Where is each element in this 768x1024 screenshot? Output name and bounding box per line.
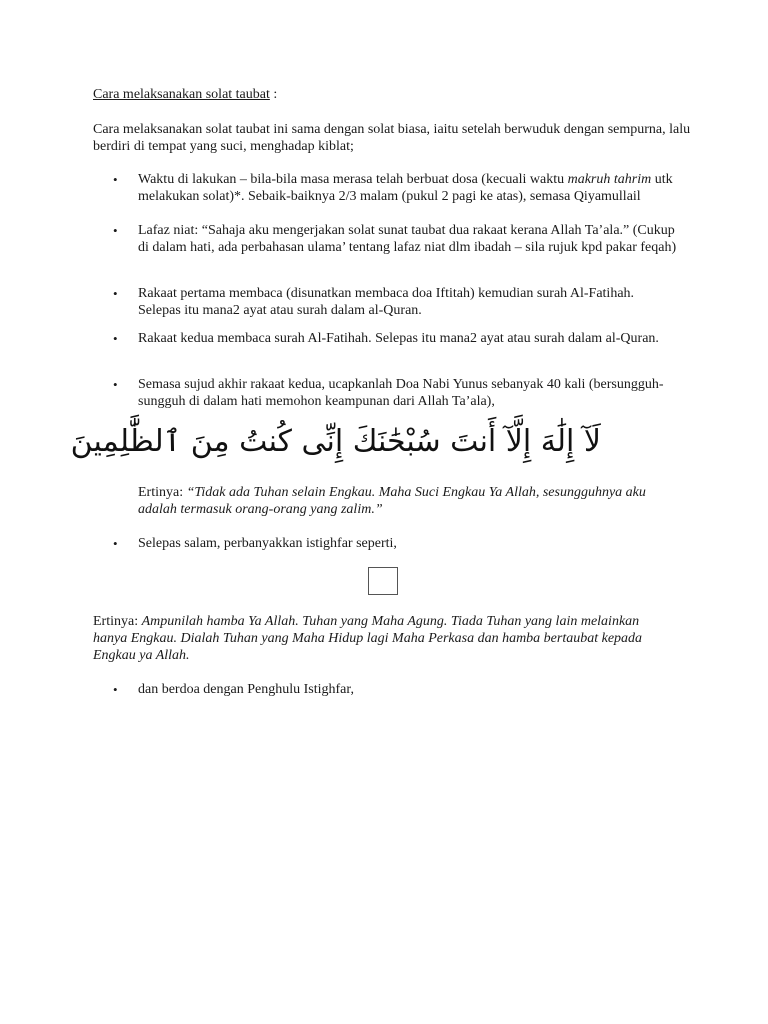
translation-doa-yunus (138, 484, 658, 518)
waktu-italic: makruh tahrim (567, 172, 652, 187)
list-item-lafaz-niat: • Lafaz niat: “Sahaja aku mengerjakan solat sunat taubat dua rakaat kerana Allah Ta’ala.” (Cukup di dalam hati, ada perbahasan ulama’ tentang lafaz niat dlm ibadah – sila rujuk kpd pakar feqah) (138, 222, 680, 256)
intro-paragraph: Cara melaksanakan solat taubat ini sama dengan solat biasa, iaitu setelah berwuduk dengan sempurna, lalu berdiri di tempat yang suci, menghadap kiblat; (93, 122, 691, 154)
list-item-selepas-salam: • Selepas salam, perbanyakkan istighfar seperti, (138, 535, 680, 552)
list-item-waktu (138, 171, 680, 205)
translation-text: Ampunilah hamba Ya Allah. Tuhan yang Maha Agung. Tiada Tuhan yang lain melainkan hanya Engkau. Dialah Tuhan yang Maha Hidup lagi Maha Perkasa dan hamba bertaubat kepada Engkau ya Allah. (93, 614, 643, 663)
translation-label: Ertinya: (93, 614, 142, 629)
heading-colon: : (269, 87, 278, 102)
waktu-text-1: Waktu di lakukan – bila-bila masa merasa telah berbuat dosa (kecuali waktu (138, 172, 568, 187)
translation-istighfar (93, 613, 673, 664)
translation-label: Ertinya: (138, 485, 187, 500)
list-item-rakaat-pertama: • Rakaat pertama membaca (disunatkan membaca doa Iftitah) kemudian surah Al-Fatihah. Selepas itu mana2 ayat atau surah dalam al-Quran. (138, 285, 680, 319)
section-heading (93, 86, 277, 103)
list-item-sujud-akhir: • Semasa sujud akhir rakaat kedua, ucapkanlah Doa Nabi Yunus sebanyak 40 kali (bersungguh-sungguh di dalam hati memohon keampunan dari Allah Ta’ala), (138, 376, 680, 410)
list-item-rakaat-kedua: • Rakaat kedua membaca surah Al-Fatihah. Selepas itu mana2 ayat atau surah dalam al-Quran. (138, 330, 680, 347)
list-item-penghulu-istighfar: • dan berdoa dengan Penghulu Istighfar, (138, 681, 680, 698)
heading-title: Cara melaksanakan solat taubat (93, 87, 270, 102)
arabic-verse: لَآ إِلَٰهَ إِلَّآ أَنتَ سُبْحَٰنَكَ إِنِّى كُنتُ مِنَ ٱلظَّٰلِمِينَ (70, 424, 601, 459)
missing-image-placeholder (368, 567, 398, 595)
waktu-text-2: utk melakukan solat)*. Sebaik-baiknya 2/3 malam (pukul 2 pagi ke atas), semasa Qiyamullail (138, 172, 673, 204)
translation-text: “Tidak ada Tuhan selain Engkau. Maha Suci Engkau Ya Allah, sesungguhnya aku adalah termasuk orang-orang yang zalim.” (138, 485, 646, 517)
